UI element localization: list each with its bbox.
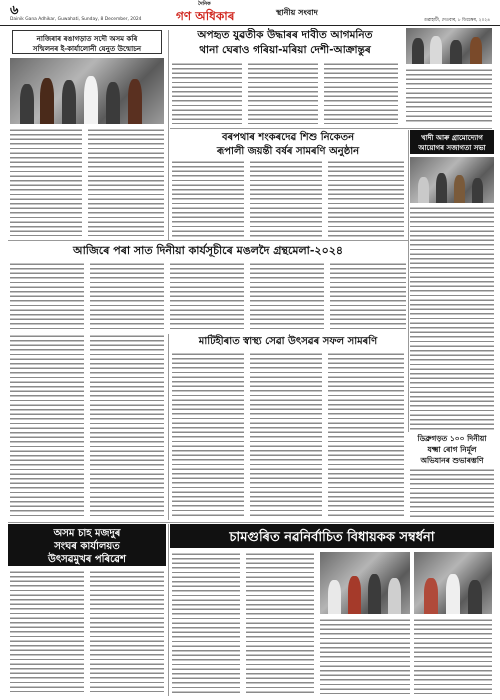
story-right-body-col-4 <box>406 68 492 124</box>
story-khadi-body <box>410 206 494 432</box>
story-right-headline-2: থানা ঘেৰাও গৰিয়া-মৰিয়া দেশী-আক্ৰান্তুৰ <box>199 44 371 56</box>
story-health-body-col-2 <box>250 352 322 518</box>
story-right-body-col-2 <box>248 62 318 124</box>
story-tb-headline-1: ডিব্ৰুগড়ত ১০০ দিনীয়া <box>417 434 487 443</box>
story-programme-body-col-5 <box>330 262 406 330</box>
story-right-photo <box>406 28 492 64</box>
story-programme-body-col-1 <box>10 262 84 330</box>
story-left-body-col-1 <box>10 128 82 236</box>
story-tea-headline-3: উৎসৱমুখৰ পৰিৱেশ <box>48 554 126 565</box>
story-programme <box>8 242 408 332</box>
logo-main-text: গণ অধিকাৰ <box>176 9 235 23</box>
story-banner-headline-box <box>170 524 494 548</box>
story-banner-body-col-2 <box>246 552 314 694</box>
story-health-headline: মাটিহীৰাত স্বাস্থ্য সেৱা উৎসৱৰ সফল সামৰণি <box>198 336 378 347</box>
story-banner-body-col-3 <box>320 618 410 694</box>
section-label: স্থানীয় সংবাদ <box>276 8 318 17</box>
story-tea-headline-box <box>8 524 166 566</box>
page-number: ৬ <box>10 3 19 18</box>
story-programme-headline: আজিৰে পৰা সাত দিনীয়া কাৰ্যসূচীৰে মঙলদৈ গ্ৰন্থমেলা-২০২৪ <box>72 244 344 257</box>
story-tb-body <box>410 468 494 518</box>
story-health-body-col-1 <box>172 352 244 518</box>
story-right-headline-1: অপহৃত যুৱতীক উদ্ধাৰৰ দাবীত আগমনিত <box>197 29 373 41</box>
story-school-body-col-1 <box>172 160 244 238</box>
logo-top-text: দৈনিক <box>198 1 211 7</box>
story-banner <box>170 524 494 696</box>
masthead <box>0 0 500 26</box>
story-khadi-headline-1: খাদী আৰু গ্ৰামোদ্যোগ <box>421 134 483 142</box>
story-tb <box>410 434 494 520</box>
story-left-headline-2: সন্মিলনৰ ই-কাৰ্যালোনী যেনুত উন্মোচন <box>32 45 142 53</box>
story-programme-continuation-col-1 <box>10 334 84 518</box>
story-tea <box>8 524 166 694</box>
story-banner-body-col-4 <box>414 618 492 694</box>
logo <box>176 1 266 25</box>
story-left-body-col-2 <box>88 128 164 236</box>
story-health <box>170 334 406 520</box>
story-programme-body-col-3 <box>170 262 244 330</box>
story-left-headline-box <box>12 30 162 54</box>
date-right: গুৱাহাটী, দেওবাৰ, ৮ ডিচেম্বৰ, ২০২৪ <box>423 18 490 23</box>
story-programme-body-col-2 <box>90 262 164 330</box>
story-banner-body-col-1 <box>172 552 240 694</box>
dateline: Dainik Gana Adhikar, Guwahati, Sunday, 8 December, 2024 <box>10 17 142 22</box>
story-school-body-col-3 <box>328 160 404 238</box>
story-tea-headline-1: অসম চাহ মজদুৰ <box>53 528 121 539</box>
story-banner-photo-1 <box>320 552 410 614</box>
story-health-body-col-3 <box>328 352 404 518</box>
story-tb-headline-3: অভিযানৰ শুভাৰম্ভণি <box>420 456 484 465</box>
story-tea-body-col-1 <box>10 570 84 692</box>
story-school-headline-2: ৰূপালী জয়ন্তী বৰ্ষৰ সামৰণি অনুষ্ঠান <box>216 146 360 157</box>
story-khadi-headline-2: আয়োগৰ সজাগতা সভা <box>418 144 486 152</box>
story-banner-headline: চামগুৰিত নৱনিৰ্বাচিত বিধায়কক সম্বৰ্ধনা <box>229 530 435 545</box>
story-tea-headline-2: সংঘৰ কাৰ্যালয়ত <box>54 541 120 552</box>
story-right-lead <box>170 28 492 128</box>
story-tea-body-col-2 <box>90 570 164 692</box>
story-programme-body-col-4 <box>250 262 324 330</box>
story-left-headline-1: নাজিৰাৰ ৰঙাগড়াত সদৌ অসম কৰি <box>36 35 138 43</box>
story-left-lead <box>8 30 166 238</box>
story-banner-photo-2 <box>414 552 492 614</box>
story-right-body-col-1 <box>172 62 242 124</box>
story-khadi-headline-box <box>410 130 494 154</box>
story-khadi-photo <box>410 157 494 203</box>
story-school-headline-1: বৰপথাৰ শংকৰদেৱ শিশু নিকেতন <box>221 132 355 143</box>
story-school <box>170 130 406 240</box>
story-left-photo <box>10 58 164 124</box>
story-programme-continuation-col-2 <box>90 334 164 518</box>
story-right-body-col-3 <box>324 62 398 124</box>
story-school-body-col-2 <box>250 160 322 238</box>
story-tb-headline-2: যক্ষ্মা ৰোগ নিৰ্মূল <box>427 445 477 454</box>
